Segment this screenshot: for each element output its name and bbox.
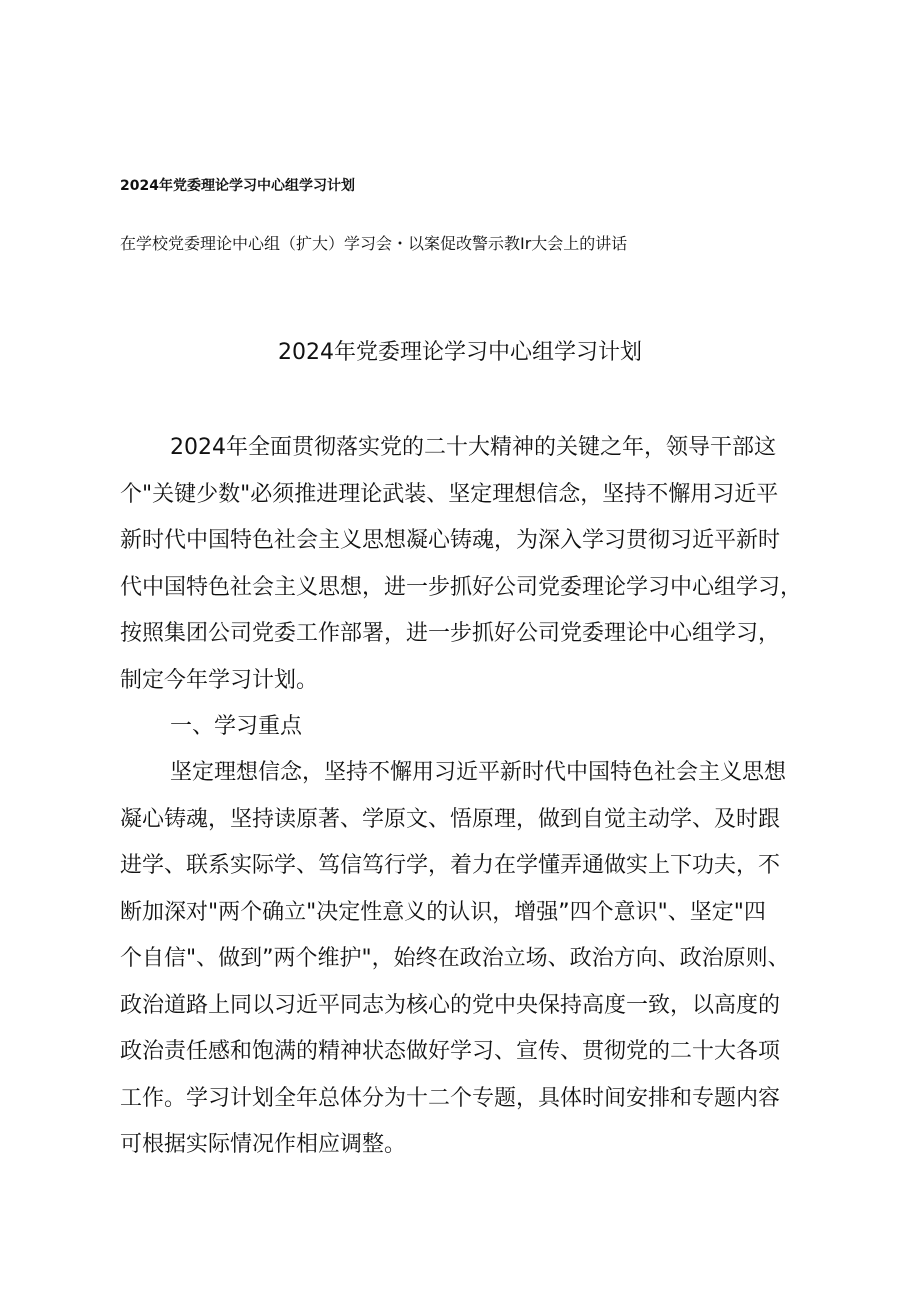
paragraph-line: 工作。学习计划全年总体分为十二个专题，具体时间安排和专题内容 bbox=[120, 1085, 781, 1111]
toc-item-speech: 在学校党委理论中心组（扩大）学习会・以案促改警示教Ir大会上的讲话 bbox=[120, 234, 628, 253]
document-title: 2024年党委理论学习中心组学习计划 bbox=[278, 340, 642, 365]
paragraph-line: 2024年全面贯彻落实党的二十大精神的关键之年，领导干部这 bbox=[170, 435, 776, 460]
section-paragraph bbox=[120, 750, 810, 1169]
intro-paragraph bbox=[120, 425, 810, 704]
paragraph-line: 可根据实际情况作相应调整。 bbox=[120, 1132, 407, 1157]
paragraph-line: 代中国特色社会主义思想，进一步抓好公司党委理论学习中心组学习， bbox=[120, 574, 803, 600]
paragraph-line: 断加深对"两个确立"决定性意义的认识，增强”四个意识"、坚定"四 bbox=[120, 899, 766, 925]
section-heading-text: 一、学习重点 bbox=[170, 714, 303, 739]
paragraph-line: 坚定理想信念，坚持不懈用习近平新时代中国特色社会主义思想 bbox=[170, 760, 787, 785]
paragraph-line: 制定今年学习计划。 bbox=[120, 667, 319, 693]
paragraph-line: 进学、联系实际学、笃信笃行学，着力在学懂弄通做实上下功夫，不 bbox=[120, 853, 781, 878]
paragraph-line: 个自信"、做到”两个维护"，始终在政治立场、政治方向、政治原则、 bbox=[120, 946, 790, 971]
paragraph-line: 新时代中国特色社会主义思想凝心铸魂，为深入学习贯彻习近平新时 bbox=[120, 528, 781, 553]
paragraph-line: 政治道路上同以习近平同志为核心的党中央保持高度一致，以高度的 bbox=[120, 992, 781, 1018]
paragraph-line: 按照集团公司党委工作部署，进一步抓好公司党委理论中心组学习， bbox=[120, 621, 781, 646]
section-heading bbox=[120, 704, 810, 751]
paragraph-line: 凝心铸魂，坚持读原著、学原文、悟原理，做到自觉主动学、及时跟 bbox=[120, 806, 781, 832]
toc-item-study-plan: 2024年党委理论学习中心组学习计划 bbox=[120, 178, 355, 194]
paragraph-line: 个"关键少数"必须推进理论武装、坚定理想信念，坚持不懈用习近平 bbox=[120, 481, 779, 507]
paragraph-line: 政治责任感和饱满的精神状态做好学习、宣传、贯彻党的二十大各项 bbox=[120, 1039, 781, 1064]
